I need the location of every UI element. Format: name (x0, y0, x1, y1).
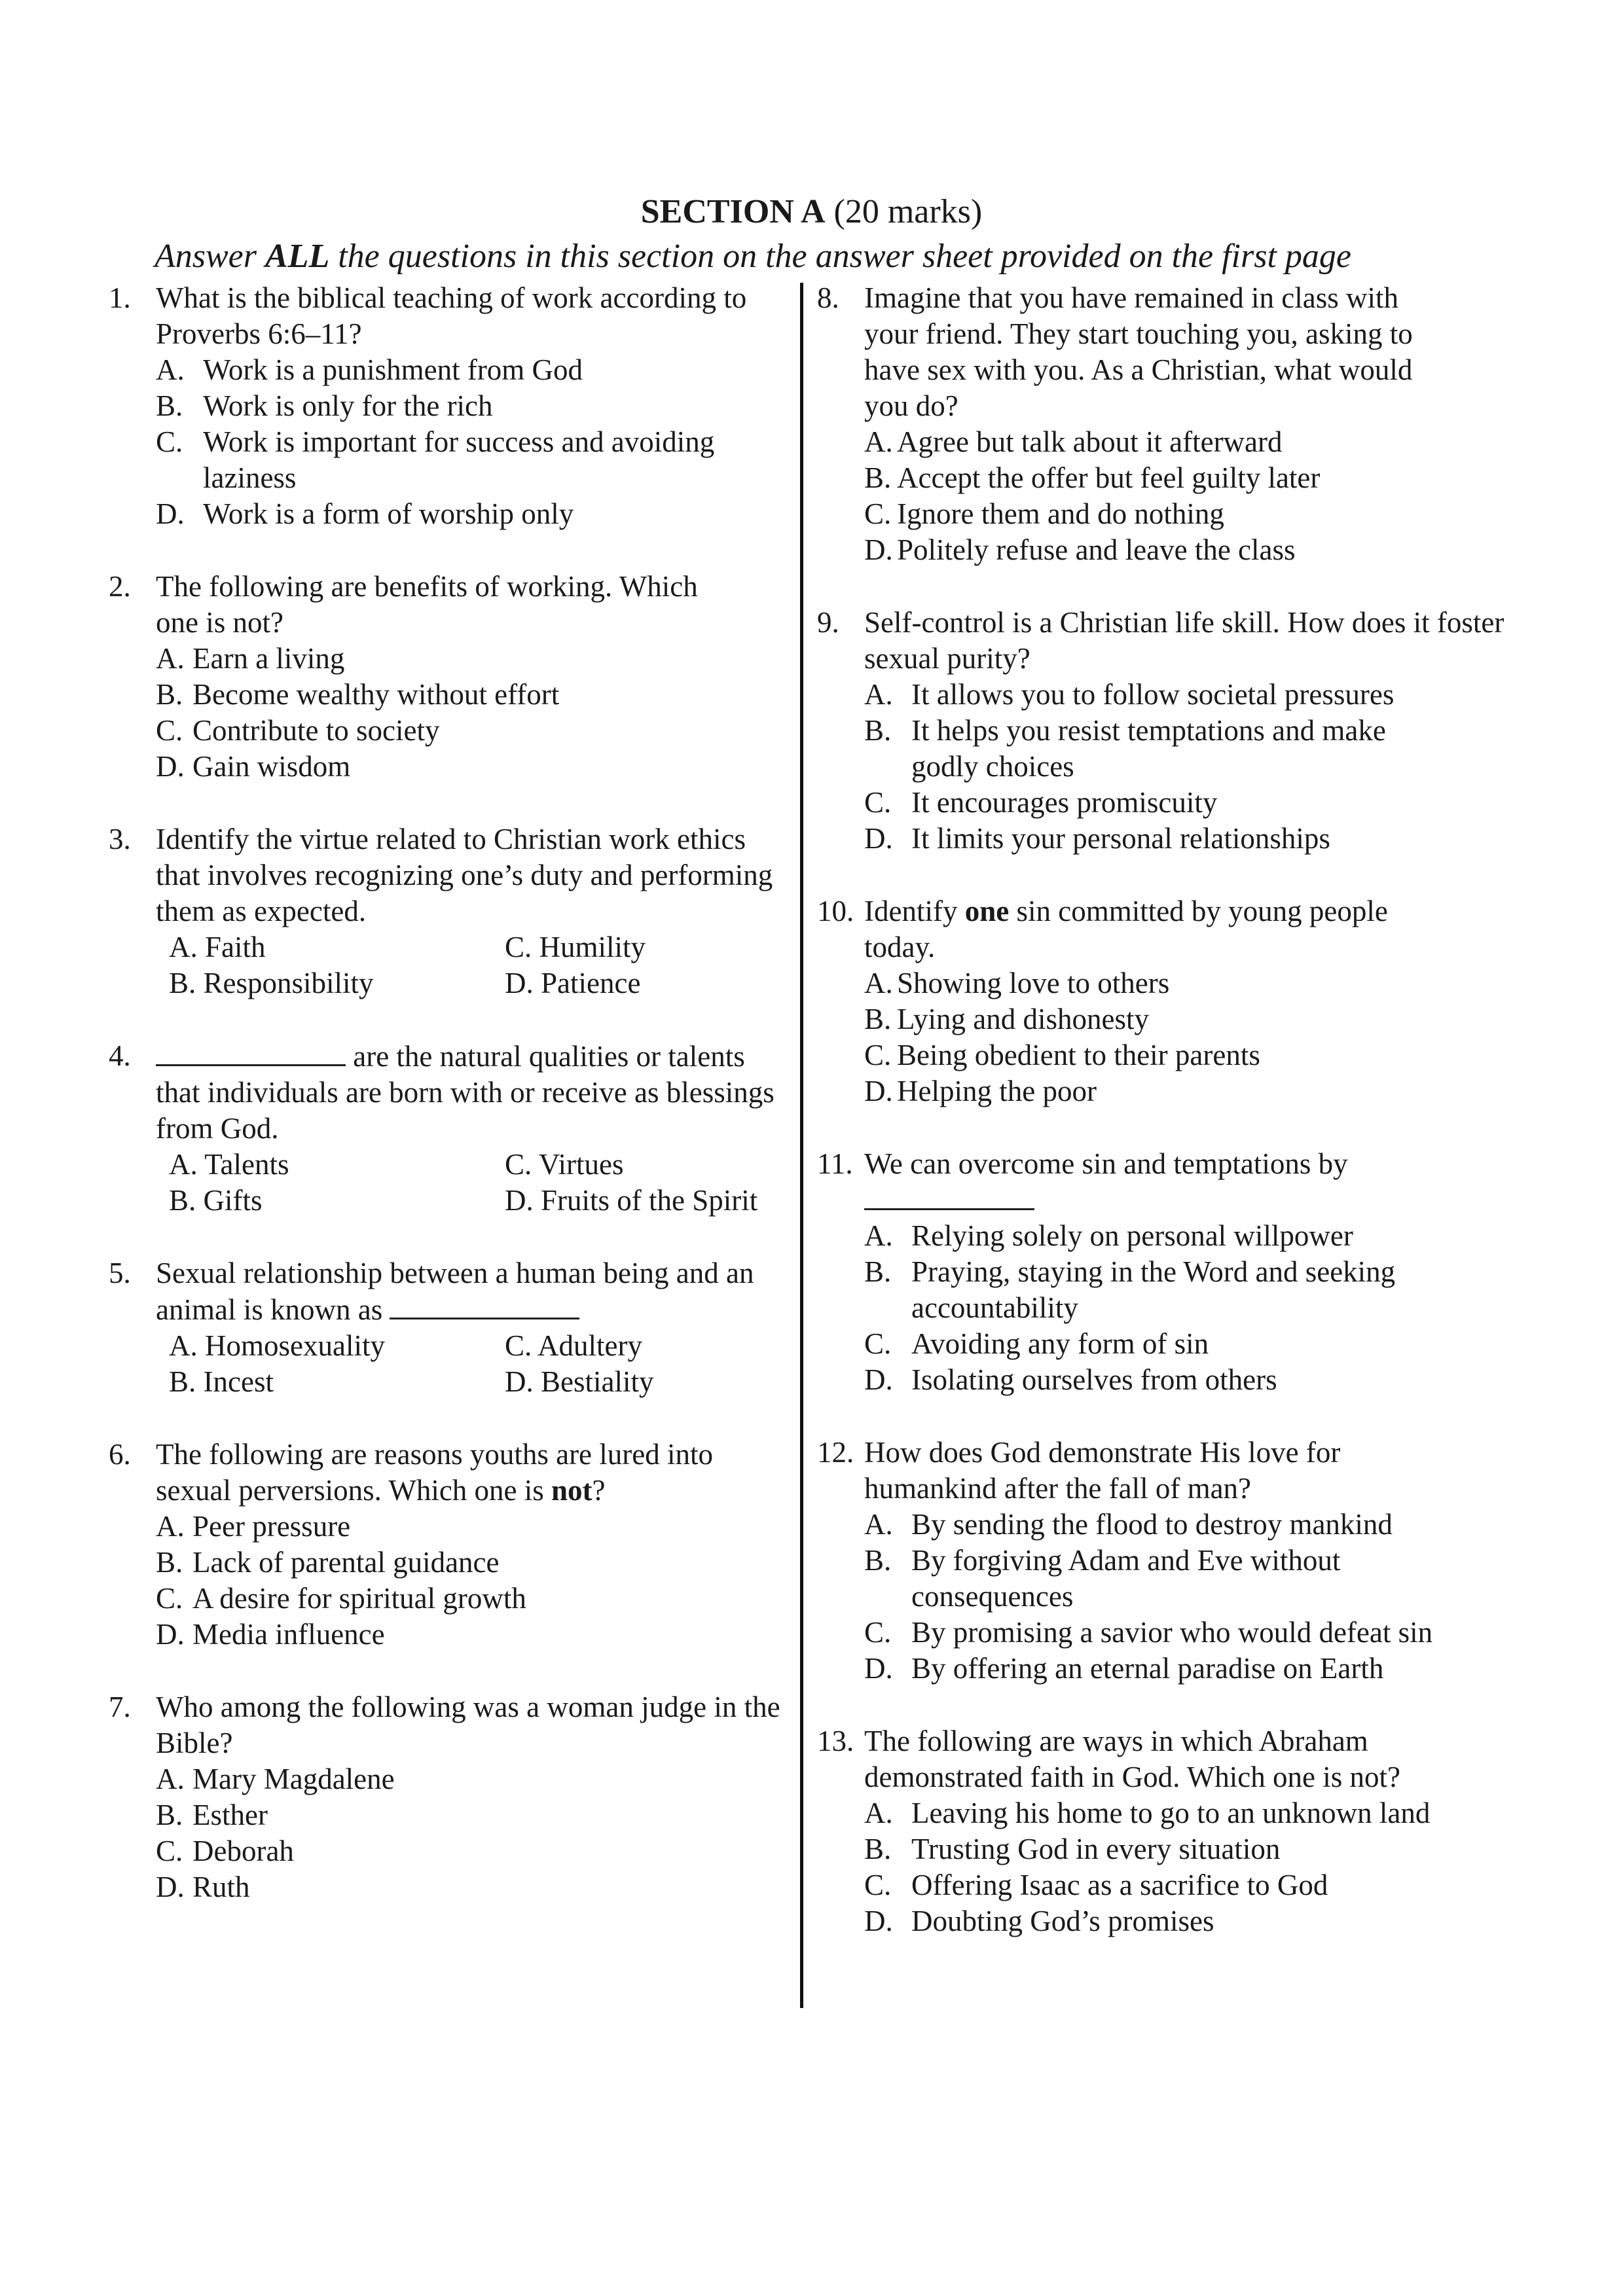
option-text: Politely refuse and leave the class (897, 533, 1296, 566)
option-letter: C. (505, 1148, 532, 1181)
options-list (156, 1761, 790, 1905)
option-text: Deborah (192, 1835, 294, 1867)
option-c (156, 424, 790, 496)
option-letter: B. (156, 678, 183, 711)
option-letter: B. (864, 1833, 892, 1865)
option-letter: B. (864, 714, 892, 747)
option-text: Ruth (192, 1871, 250, 1903)
left-column (109, 280, 790, 1905)
question-2 (109, 569, 790, 785)
option-text: Adultery (538, 1329, 643, 1362)
option-letter: A. (156, 1763, 185, 1795)
option-letter: A. (156, 1510, 185, 1543)
options-list (864, 1795, 1511, 1939)
question-4 (109, 1038, 790, 1219)
option-letter: A. (156, 642, 185, 675)
option-c (156, 1833, 790, 1869)
question-6 (109, 1437, 790, 1653)
option-a (864, 424, 1511, 460)
option-letter: C. (156, 714, 183, 747)
option-d (505, 965, 790, 1001)
option-letter: C. (864, 1039, 892, 1071)
option-c (864, 1867, 1511, 1903)
option-text: Gifts (203, 1184, 263, 1217)
option-c (156, 713, 790, 749)
option-a (156, 641, 790, 677)
option-a (169, 1328, 505, 1364)
question-1 (109, 280, 790, 532)
option-text: Trusting God in every situation (911, 1833, 1281, 1865)
option-text: Faith (205, 931, 266, 963)
question-text: The following are ways in which Abraham demonstrated faith in God. Which one is not? (864, 1725, 1400, 1793)
answer-blank (390, 1291, 579, 1319)
option-letter: C. (864, 1616, 892, 1649)
option-letter: D. (156, 497, 185, 530)
option-text: It encourages promiscuity (911, 786, 1218, 819)
option-d (864, 1651, 1511, 1687)
option-a (864, 1507, 1511, 1543)
option-c (864, 1615, 1511, 1651)
option-a (169, 1147, 505, 1183)
option-text: Talents (204, 1148, 289, 1181)
option-text: Virtues (538, 1148, 624, 1181)
option-b (169, 965, 505, 1001)
option-b (156, 1545, 790, 1581)
instructions-text-start: Answer (155, 238, 265, 275)
option-text: Praying, staying in the Word and seeking accountability (911, 1255, 1396, 1324)
question-text: What is the biblical teaching of work according to Proverbs 6:6–11? (156, 281, 747, 350)
option-letter: C. (864, 497, 892, 530)
option-text: Leaving his home to go to an unknown land (911, 1797, 1431, 1829)
option-text: Become wealthy without effort (192, 678, 560, 711)
section-marks: (20 marks) (825, 193, 983, 230)
question-text-end: sin committed by young people today. (864, 895, 1388, 963)
option-c (864, 496, 1511, 532)
option-d (864, 532, 1511, 568)
option-letter: C. (505, 931, 532, 963)
option-a (156, 1509, 790, 1545)
question-emphasis: one (964, 895, 1010, 927)
question-3 (109, 821, 790, 1001)
option-letter: D. (505, 1184, 534, 1217)
option-b (864, 460, 1511, 496)
options-list (156, 352, 790, 532)
options-list (156, 641, 790, 785)
option-letter: C. (156, 1582, 183, 1615)
option-text: Isolating ourselves from others (911, 1363, 1277, 1396)
option-text: Incest (203, 1365, 274, 1398)
question-number: 11. (817, 1147, 853, 1180)
option-text: Work is a punishment from God (203, 353, 583, 386)
option-letter: B. (169, 1184, 196, 1217)
option-text: It allows you to follow societal pressures (911, 678, 1395, 711)
option-d (156, 1617, 790, 1653)
option-text: Work is only for the rich (203, 389, 493, 422)
option-text: Responsibility (203, 967, 374, 999)
question-number: 3. (109, 823, 131, 855)
question-text-body: The following are reasons youths are lured into sexual perversions. Which one is (156, 1438, 714, 1507)
option-text: Homosexuality (205, 1329, 385, 1362)
option-d (505, 1364, 790, 1400)
option-c (156, 1581, 790, 1617)
option-text: Fruits of the Spirit (541, 1184, 758, 1217)
option-letter: A. (169, 1148, 198, 1181)
options-grid (169, 1147, 790, 1219)
option-text: Accept the offer but feel guilty later (897, 461, 1321, 494)
option-d (505, 1183, 790, 1219)
options-list (864, 424, 1511, 568)
option-text: Mary Magdalene (192, 1763, 395, 1795)
option-b (169, 1183, 505, 1219)
question-text (156, 1255, 790, 1328)
right-column (817, 280, 1511, 1939)
option-b (156, 388, 790, 424)
question-11 (817, 1146, 1511, 1398)
option-text: It limits your personal relationships (911, 822, 1330, 855)
option-letter: D. (864, 533, 893, 566)
question-text-end: ? (592, 1474, 606, 1507)
option-letter: D. (505, 967, 534, 999)
option-text: Peer pressure (192, 1510, 351, 1543)
option-letter: B. (156, 1546, 183, 1579)
question-number: 9. (817, 606, 839, 639)
option-a (864, 965, 1511, 1001)
option-text: By forgiving Adam and Eve without consequences (911, 1544, 1341, 1613)
question-number: 6. (109, 1438, 131, 1471)
option-a (864, 677, 1511, 713)
section-instructions (155, 236, 1464, 278)
option-d (156, 749, 790, 785)
option-text: Helping the poor (897, 1075, 1097, 1107)
question-text (156, 1437, 790, 1509)
option-text: Agree but talk about it afterward (897, 425, 1283, 458)
option-text: Earn a living (192, 642, 345, 675)
option-letter: C. (156, 425, 183, 458)
option-letter: A. (864, 967, 893, 999)
option-letter: A. (864, 1797, 893, 1829)
option-text: Avoiding any form of sin (911, 1327, 1209, 1360)
option-b (864, 1001, 1511, 1037)
options-list (864, 1182, 1511, 1398)
option-text: Humility (539, 931, 646, 963)
question-text: Imagine that you have remained in class with your friend. They start touching you, asking to have sex with you. As a Christian, what would you do? (864, 281, 1413, 422)
option-letter: A. (156, 353, 185, 386)
instructions-text-end: the questions in this section on the answer sheet provided on the first page (329, 238, 1352, 275)
question-text: The following are benefits of working. Which one is not? (156, 570, 698, 639)
question-number: 12. (817, 1436, 854, 1469)
question-13 (817, 1723, 1511, 1939)
option-c (505, 929, 790, 965)
question-emphasis: not (551, 1474, 593, 1507)
question-text-body: Sexual relationship between a human being and an animal is known as (156, 1257, 754, 1326)
instructions-emphasis: ALL (265, 238, 330, 275)
answer-blank (156, 1038, 346, 1066)
option-letter: B. (156, 389, 183, 422)
option-text: Lying and dishonesty (897, 1003, 1149, 1035)
option-text: It helps you resist temptations and make godly choices (911, 714, 1386, 783)
question-number: 2. (109, 570, 131, 603)
question-number: 10. (817, 895, 854, 927)
question-number: 1. (109, 281, 131, 314)
option-c (505, 1147, 790, 1183)
option-text: By offering an eternal paradise on Earth (911, 1652, 1384, 1685)
option-text: Doubting God’s promises (911, 1905, 1214, 1937)
option-text: Ignore them and do nothing (897, 497, 1224, 530)
option-text: Contribute to society (192, 714, 440, 747)
question-9 (817, 605, 1511, 857)
option-c (864, 1326, 1511, 1362)
option-c (864, 1037, 1511, 1073)
option-d (864, 1073, 1511, 1109)
option-text: Patience (541, 967, 641, 999)
question-text (156, 1038, 790, 1147)
question-text: Identify the virtue related to Christian work ethics that involves recognizing one’s duty and performing them as expected. (156, 823, 773, 927)
option-c (505, 1328, 790, 1364)
option-letter: B. (169, 967, 196, 999)
option-a (864, 1218, 1511, 1254)
option-letter: A. (864, 1508, 893, 1541)
question-text: We can overcome sin and temptations by (864, 1147, 1348, 1180)
question-8 (817, 280, 1511, 568)
question-text: Self-control is a Christian life skill. How does it foster sexual purity? (864, 606, 1504, 675)
question-text-body: are the natural qualities or talents that individuals are born with or receive as blessings from God. (156, 1040, 775, 1145)
option-letter: A. (169, 931, 198, 963)
option-d (864, 1903, 1511, 1939)
option-letter: B. (156, 1799, 183, 1831)
options-list (864, 965, 1511, 1109)
question-text (864, 893, 1440, 965)
option-text: Being obedient to their parents (897, 1039, 1260, 1071)
options-grid (169, 1328, 790, 1400)
option-letter: D. (505, 1365, 534, 1398)
options-list (156, 1509, 790, 1653)
option-letter: C. (156, 1835, 183, 1867)
section-title (0, 191, 1623, 233)
option-letter: D. (864, 1363, 893, 1396)
answer-blank (864, 1182, 1034, 1210)
question-12 (817, 1435, 1511, 1687)
column-divider (800, 283, 803, 2008)
question-number: 7. (109, 1691, 131, 1723)
option-a (156, 352, 790, 388)
option-letter: D. (156, 750, 185, 783)
option-a (864, 1795, 1511, 1831)
option-c (864, 785, 1511, 821)
option-text: Media influence (192, 1618, 385, 1651)
option-letter: D. (864, 1652, 893, 1685)
option-letter: A. (169, 1329, 198, 1362)
option-b (864, 713, 1511, 785)
option-b (864, 1831, 1511, 1867)
option-text: Gain wisdom (192, 750, 351, 783)
option-d (156, 1869, 790, 1905)
option-letter: A. (864, 678, 893, 711)
options-list (864, 1507, 1511, 1687)
option-text: Showing love to others (897, 967, 1170, 999)
option-b (169, 1364, 505, 1400)
question-text: Who among the following was a woman judge in the Bible? (156, 1691, 780, 1759)
option-text: Bestiality (541, 1365, 654, 1398)
option-letter: B. (864, 461, 892, 494)
option-d (864, 1362, 1511, 1398)
option-letter: B. (864, 1003, 892, 1035)
question-5 (109, 1255, 790, 1400)
option-letter: C. (864, 1869, 892, 1901)
question-number: 13. (817, 1725, 854, 1757)
option-letter: C. (864, 786, 892, 819)
option-text: Relying solely on personal willpower (911, 1219, 1353, 1252)
option-letter: B. (864, 1544, 892, 1577)
option-letter: D. (864, 1075, 893, 1107)
question-10 (817, 893, 1511, 1109)
option-text: Lack of parental guidance (192, 1546, 500, 1579)
options-grid (169, 929, 790, 1001)
option-text: A desire for spiritual growth (192, 1582, 526, 1615)
option-d (156, 496, 790, 532)
option-letter: A. (864, 1219, 893, 1252)
option-letter: B. (864, 1255, 892, 1288)
option-letter: B. (169, 1365, 196, 1398)
option-letter: D. (864, 1905, 893, 1937)
option-text: Offering Isaac as a sacrifice to God (911, 1869, 1328, 1901)
option-letter: C. (505, 1329, 532, 1362)
option-text: Esther (192, 1799, 268, 1831)
question-7 (109, 1689, 790, 1905)
option-text: By sending the flood to destroy mankind (911, 1508, 1393, 1541)
option-b (864, 1543, 1511, 1615)
question-number: 5. (109, 1257, 131, 1289)
option-a (169, 929, 505, 965)
option-b (864, 1254, 1511, 1326)
option-d (864, 821, 1511, 857)
option-text: Work is a form of worship only (203, 497, 574, 530)
option-text: Work is important for success and avoiding laziness (203, 425, 715, 494)
option-text: By promising a savior who would defeat sin (911, 1616, 1433, 1649)
question-text: How does God demonstrate His love for humankind after the fall of man? (864, 1436, 1341, 1505)
option-letter: D. (156, 1618, 185, 1651)
question-number: 8. (817, 281, 839, 314)
answer-blank-row (864, 1182, 1511, 1218)
option-b (156, 1797, 790, 1833)
option-letter: D. (864, 822, 893, 855)
options-list (864, 677, 1511, 857)
option-a (156, 1761, 790, 1797)
option-letter: A. (864, 425, 893, 458)
option-letter: D. (156, 1871, 185, 1903)
option-letter: C. (864, 1327, 892, 1360)
question-number: 4. (109, 1039, 131, 1072)
section-label: SECTION A (640, 193, 826, 230)
question-text-body: Identify (864, 895, 965, 927)
option-b (156, 677, 790, 713)
